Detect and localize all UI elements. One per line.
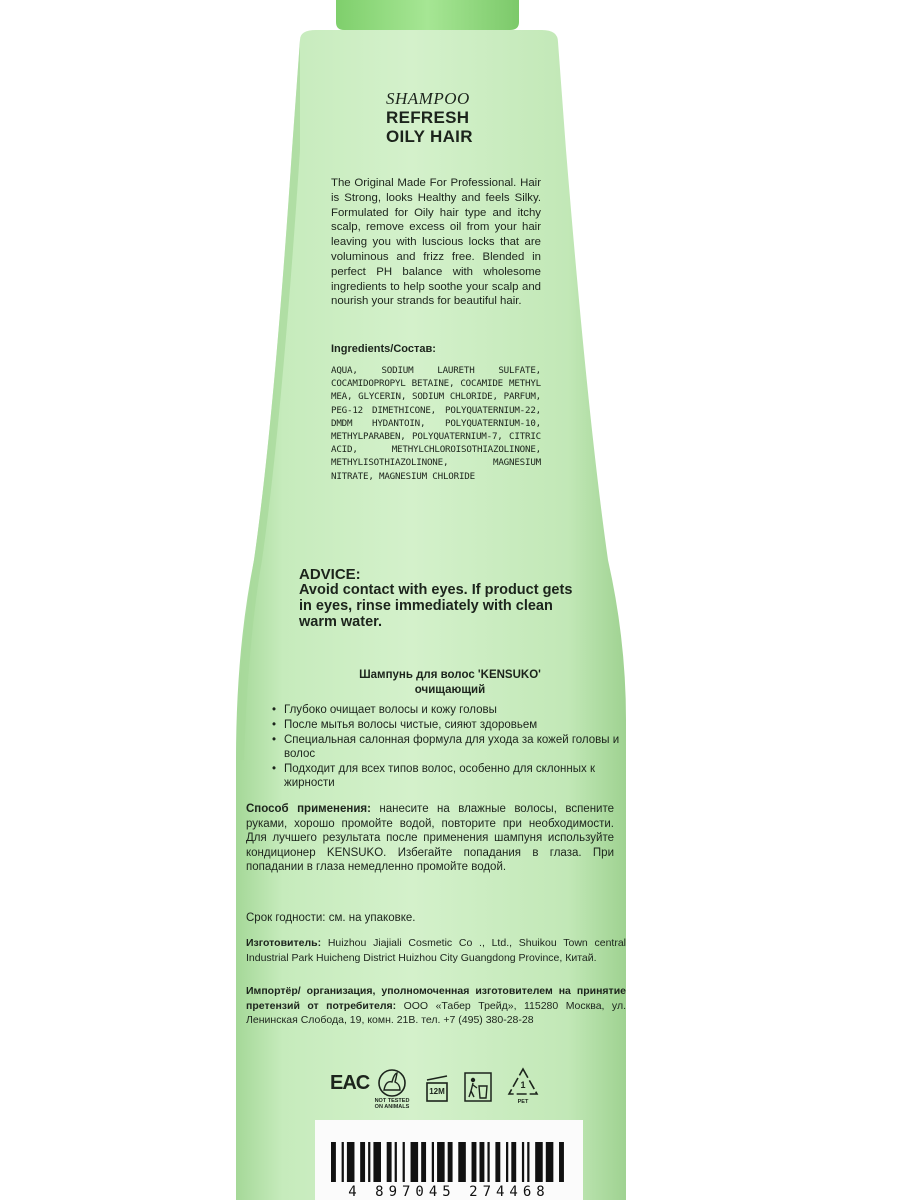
manufacturer-label: Изготовитель: [246,937,322,949]
barcode-bar [495,1142,500,1182]
product-name-line1: REFRESH [386,108,470,127]
benefit-item: • После мытья волосы чистые, сияют здоровьем [270,718,620,732]
importer-label: Импортёр/ организация, уполномоченная изготовителем на принятие претензий от потребителя: [246,985,626,1012]
advice-text: Avoid contact with eyes. If product gets in eyes, rinse immediately with clean warm water. [299,582,573,630]
barcode-bar [559,1142,564,1182]
benefit-item: • Глубоко очищает волосы и кожу головы [270,703,620,717]
recycle-caption: PET [517,1099,529,1105]
barcode-bar [387,1142,392,1182]
tidyman-icon [464,1072,492,1102]
usage-text: нанесите на влажные волосы, вспените руками, хорошо промойте водой, повторите при необходимости. Для лучшего результата после применения шампуня используйте кондиционер KENSUKO. Избегайте попадания в глаза. При попадании в глаза немедленно промойте водой. [246,803,614,874]
russian-title [300,668,600,698]
ingredients-list: AQUA, SODIUM LAURETH SULFATE, COCAMIDOPROPYL BETAINE, COCAMIDE METHYL MEA, GLYCERIN, SODIUM CHLORIDE, PARFUM, PEG-12 DIMETHICONE, POLYQUATERNIUM-22, DMDM HYDANTOIN, POLYQUATERNIUM-10, METHYLPARABEN, POLYQUATERNIUM-7, CITRIC ACID, METHYLCHLOROISOTHIAZOLINONE, METHYLISOTHIAZOLINONE, MAGNESIUM NITRATE, MAGNESIUM CHLORIDE [331,365,541,482]
pao-12m-icon [424,1072,450,1104]
importer-text: ООО «Табер Трейд», 115280 Москва, ул. Ленинская Слобода, 19, комн. 21В. тел. +7 (495) 380-28-28 [246,999,626,1026]
importer-info [246,984,626,1028]
manufacturer-text: Huizhou Jiajiali Cosmetic Co ., Ltd., Shuikou Town central Industrial Park Huicheng District Huizhou City Guangdong Province, Китай. [246,937,626,964]
barcode-bar [403,1142,405,1182]
barcode-bar [527,1142,529,1182]
bottle-cap [336,0,519,30]
manufacturer-info [246,936,626,965]
barcode-bar [479,1142,484,1182]
barcode-bar [472,1142,477,1182]
pao-text: 12M [429,1087,445,1096]
not-tested-on-animals-icon [372,1068,412,1112]
barcode-bars [331,1142,567,1182]
barcode-bar [432,1142,434,1182]
product-line: SHAMPOO [386,89,470,108]
benefit-item: • Подходит для всех типов волос, особенно для склонных к жирности [270,762,620,790]
barcode-bar [437,1142,445,1182]
recycle-pet-icon [506,1066,540,1110]
shelf-life: Срок годности: см. на упаковке. [246,912,416,924]
rabbit-icon [372,1068,412,1098]
benefits-list [270,703,620,791]
barcode-bar [506,1142,508,1182]
eac-mark-icon [330,1072,370,1102]
usage-instructions [246,802,614,875]
barcode-bar [511,1142,516,1182]
barcode-bar [368,1142,370,1182]
barcode-label [315,1120,583,1200]
russian-title-line1: Шампунь для волос 'KENSUKO' [359,669,541,681]
product-name-line2: OILY HAIR [386,127,473,146]
benefit-item: • Специальная салонная формула для ухода за кожей головы и волос [270,733,620,761]
not-tested-caption: NOT TESTED ON ANIMALS [374,1098,410,1110]
barcode-bar [395,1142,397,1182]
barcode-number: 4 897045 274468 [348,1184,550,1200]
ingredients-heading: Ingredients/Состав: [331,343,436,355]
usage-label: Способ применения: [246,803,371,815]
recycle-number: 1 [520,1080,526,1090]
barcode-bar [331,1142,336,1182]
barcode-bar [546,1142,554,1182]
barcode-bar [347,1142,355,1182]
barcode-bar [522,1142,524,1182]
barcode-bar [535,1142,543,1182]
product-description: The Original Made For Professional. Hair is Strong, looks Healthy and feels Silky. Formulated for Oily hair type and itchy scalp, remove excess oil from your hair leaving you with luscious locks that are voluminous and frizz free. Blended in perfect PH balance with wholesome ingredients to help soothe your scalp and nourish your strands for beautiful hair. [331,177,541,308]
barcode-bar [458,1142,466,1182]
barcode-bar [448,1142,453,1182]
barcode-bar [421,1142,426,1182]
tidyman-glyph-icon [464,1072,492,1102]
eac-mark-text: EAC [330,1072,370,1094]
advice-heading: ADVICE: [299,566,361,583]
barcode-bar [360,1142,365,1182]
barcode-bar [342,1142,344,1182]
barcode-bar [411,1142,419,1182]
barcode-bar [373,1142,381,1182]
barcode-bar [487,1142,489,1182]
russian-title-line2: очищающий [414,684,486,696]
